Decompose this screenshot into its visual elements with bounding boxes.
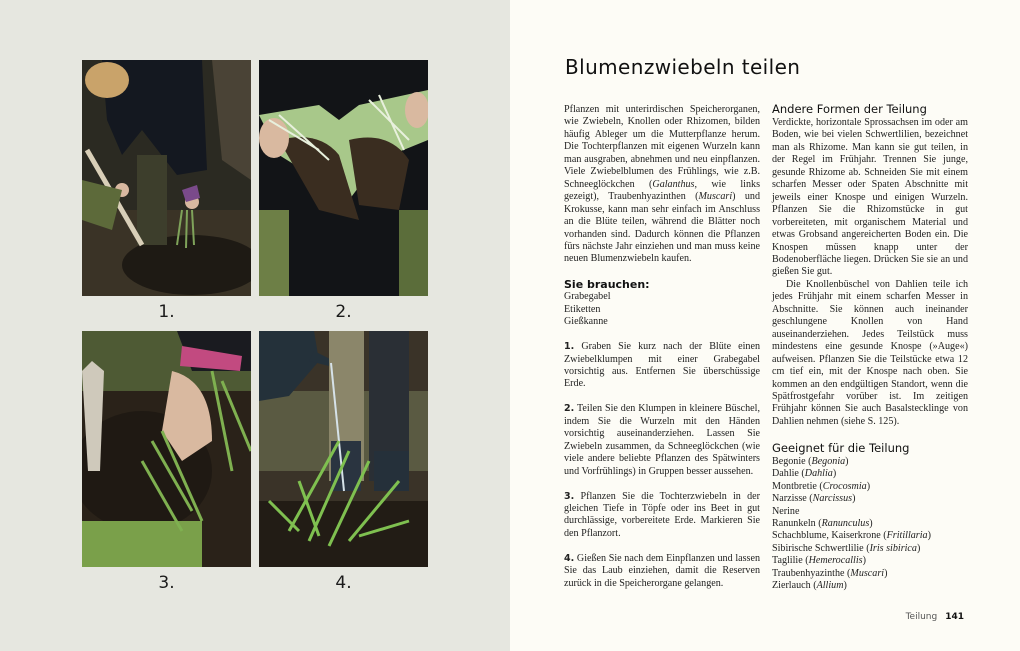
- plant-name: Schachblume, Kaiserkrone (: [772, 530, 887, 542]
- plant-latin-name: Ranunculus: [821, 518, 870, 530]
- plant-latin-name: Muscari: [850, 567, 885, 579]
- plant-latin-name: Allium: [816, 580, 844, 592]
- suitable-item: [772, 481, 968, 493]
- suitable-item: [772, 530, 968, 542]
- suitable-item: [772, 506, 968, 518]
- plant-latin-name: Iris sibirica: [869, 542, 917, 554]
- plant-name: Ranunkeln (: [772, 518, 822, 530]
- page-number: 141: [945, 612, 964, 622]
- plant-latin-name: Begonia: [811, 455, 846, 467]
- suitable-item: [772, 456, 968, 468]
- plant-name: Sibirische Schwertlilie (: [772, 542, 870, 554]
- plant-name-end: ): [843, 580, 847, 592]
- plant-name-end: ): [832, 468, 837, 480]
- plant-latin-name: Dahlia: [804, 468, 833, 480]
- step-3: [564, 491, 760, 541]
- needs-item: Gießkanne: [564, 316, 608, 328]
- plant-name-end: ): [852, 493, 856, 505]
- plant-latin-name: Crocosmia: [822, 480, 867, 492]
- suitable-item: [772, 580, 968, 592]
- page-footer: [906, 612, 964, 622]
- needs-heading: Sie brauchen:: [564, 278, 650, 292]
- plant-name-end: ): [884, 567, 888, 579]
- step-2: [564, 403, 760, 478]
- intro-latin-galanthus: Galanthus: [652, 178, 695, 190]
- intro-paragraph: [564, 104, 760, 266]
- step-text: Graben Sie kurz nach der Blüte einen Zwiebelklumpen mit einer Grabegabel vorsichtig aus. Entfernen Sie überschüssige Erde.: [564, 341, 760, 390]
- left-text-column: [564, 104, 760, 590]
- footer-section: Teilung: [905, 612, 938, 622]
- plant-name: Dahlie (: [772, 468, 805, 480]
- suitable-item: [772, 493, 968, 505]
- photo-label-3: 3.: [158, 573, 175, 593]
- plant-name: Nerine: [772, 505, 800, 517]
- right-text-column: [772, 102, 968, 593]
- other-forms-heading: Andere Formen der Teilung: [772, 102, 927, 116]
- suitable-item: [772, 568, 968, 580]
- plant-name-end: ): [845, 455, 849, 467]
- suitable-item: [772, 543, 968, 555]
- step-text: Teilen Sie den Klumpen in kleinere Büschel, indem Sie die Wurzeln mit den Händen vorsichtig auseinanderziehen. Lassen Sie Zwiebeln zusammen, da Schneeglöckchen (wie viele andere beliebte Pflanzen des Spätwinters und Vorfrühlings) in Gruppen besser aussehen.: [564, 403, 760, 477]
- suitable-item: [772, 518, 968, 530]
- step-1: [564, 341, 760, 391]
- needs-item: Etiketten: [564, 303, 601, 315]
- plant-name-end: ): [927, 530, 931, 542]
- plant-name-end: ): [862, 555, 866, 567]
- photo-label-1: 1.: [158, 302, 175, 322]
- plant-name: Traubenhyazinthe (: [772, 567, 851, 579]
- plant-latin-name: Fritillaria: [886, 530, 928, 542]
- plant-name-end: ): [916, 542, 921, 554]
- photo-label-4: 4.: [335, 573, 352, 593]
- plant-name: Begonie (: [772, 455, 812, 467]
- plant-latin-name: Hemerocallis: [808, 555, 863, 567]
- intro-text: ) und Krokusse, kann man sehr einfach im Anschluss an die Blüte teilen, während die Blätter noch vorhanden sind. Dadurch können die Pflanzen fürs nächste Jahr einziehen und man muss keine neuen Blumenzwiebeln kaufen.: [564, 191, 760, 265]
- step-number: 1.: [564, 341, 575, 353]
- intro-latin-muscari: Muscari: [698, 191, 733, 203]
- step-text: Gießen Sie nach dem Einpflanzen und lassen Sie das Laub einziehen, damit die Reserven zurück in die Speicherorgane gelangen.: [564, 552, 760, 589]
- plant-name: Zierlauch (: [772, 580, 817, 592]
- plant-name: Narzisse (: [772, 493, 813, 505]
- suitable-heading: Geeignet für die Teilung: [772, 440, 910, 455]
- step-number: 4.: [564, 552, 575, 564]
- plant-name-end: ): [869, 518, 873, 530]
- other-forms-paragraph-1: Verdickte, horizontale Sprossachsen im oder am Boden, wie bei vielen Schwertlilien, bezeichnet man als Rhizome. Man kann sie gut teilen, in der Regel im Frühjahr. Trennen Sie junge, gesunde Rhizome ab. Schneiden Sie mit einem scharfen Messer oder Spaten Abschnitte mit jeweils einer Knospe und einigen Wurzeln. Pflanzen Sie die Rhizomstücke in gut vorbereiteten, mit organischem Material und etwas Grobsand angereicherten Boden ein. Die Knospen müssen knapp unter der Bodenoberfläche liegen. Drücken Sie sie an und gießen Sie gut.: [772, 117, 968, 278]
- photo-step-3: [82, 331, 251, 567]
- plant-name: Montbretie (: [772, 480, 823, 492]
- step-text: Pflanzen Sie die Tochterzwiebeln in der gleichen Tiefe in Töpfe oder ins Beet in gut durchlässige, vorbereitete Erde. Markieren Sie den Pflanzort.: [564, 490, 760, 539]
- plant-name-end: ): [866, 480, 871, 492]
- suitable-item: [772, 555, 968, 567]
- needs-item: Grabegabel: [564, 291, 611, 303]
- plant-latin-name: Narcissus: [812, 493, 853, 505]
- step-number: 3.: [564, 490, 575, 502]
- suitable-item: [772, 468, 968, 480]
- plant-name: Taglilie (: [772, 555, 809, 567]
- photo-step-2: [259, 60, 428, 296]
- photo-step-4: [259, 331, 428, 567]
- photo-step-1: [82, 60, 251, 296]
- suitable-list: [772, 456, 968, 593]
- photo-label-2: 2.: [335, 302, 352, 322]
- step-4: [564, 553, 760, 590]
- intro-text: Pflanzen mit unterirdischen Speicherorganen, wie Zwiebeln, Knollen oder Rhizomen, bilden häufig Ableger um die Mutterpflanze herum. Die Tochterpflanzen mit eigenen Wurzeln kann man ausgraben, abnehmen und neu einpflanzen. Viele Zwiebelblumen des Frühlings, wie z.B. Schneeglöckchen (: [564, 104, 760, 190]
- intro-text: , wie links gezeigt), Traubenhyazinthen (: [564, 178, 761, 203]
- page-title: Blumenzwiebeln teilen: [565, 55, 801, 79]
- step-number: 2.: [564, 403, 575, 415]
- other-forms-paragraph-2: Die Knollenbüschel von Dahlien teile ich jedes Frühjahr mit einem scharfen Messer in Abschnitte. Sie können auch ineinander geschlungene Knollen von Hand auseinanderziehen. Jedes Teilstück muss mindestens eine gesunde Knospe (»Auge«) aufweisen. Pflanzen Sie die Teilstücke etwa 12 cm tief ein, mit der Knospe nach oben. Sie kommen an den endgültigen Standort, wenn die Spätfrostgefahr vorüber ist. Im zeitigen Frühjahr können Sie auch Basalstecklinge von Dahlien nehmen (siehe S. 125).: [772, 278, 968, 427]
